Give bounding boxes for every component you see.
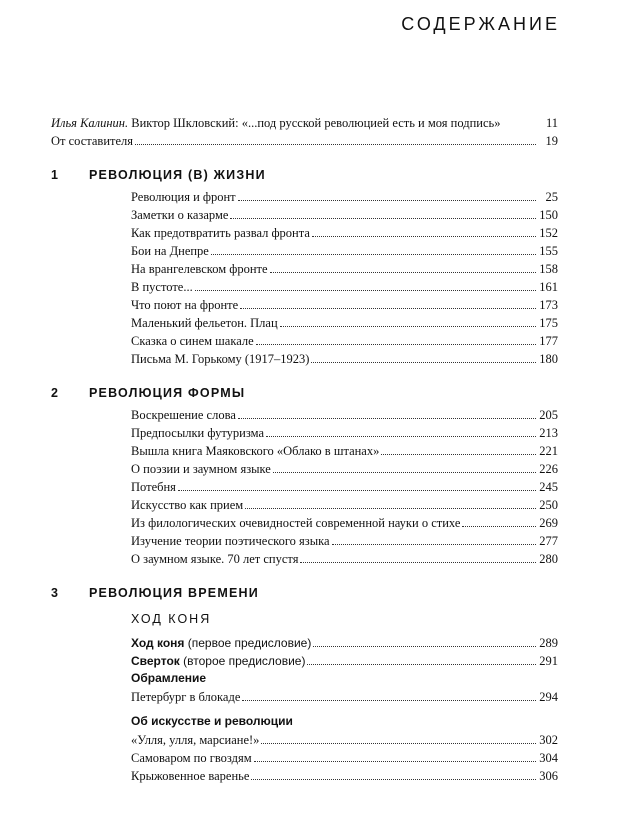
toc-entry-page: 221 (539, 444, 558, 458)
toc-entry[interactable] (131, 550, 558, 568)
toc-entry[interactable] (131, 260, 558, 278)
toc-entry-page: 152 (539, 226, 558, 240)
toc-entry[interactable] (131, 206, 558, 224)
dot-leader (381, 454, 536, 455)
group-heading: Об искусстве и революции (131, 714, 293, 728)
toc-entry-page: 289 (539, 636, 558, 650)
toc-entry[interactable] (131, 634, 558, 652)
toc-entry-page: 277 (539, 534, 558, 548)
toc-entry-page: 306 (539, 769, 558, 783)
toc-entry-label: Искусство как прием (131, 498, 244, 512)
toc-entry-label: Сказка о синем шакале (131, 334, 254, 348)
dot-leader (230, 218, 536, 219)
toc-entry-label: Ход коня (первое предисловие) (131, 636, 312, 650)
toc-entry-label: Маленький фельетон. Плац (131, 316, 278, 330)
dot-leader (135, 144, 536, 145)
dot-leader (332, 544, 536, 545)
dot-leader (280, 326, 536, 327)
toc-entry[interactable] (51, 114, 558, 132)
toc-entry-label: «Улля, улля, марсиане!» (131, 733, 260, 747)
toc-entry[interactable] (131, 424, 558, 442)
dot-leader (256, 344, 536, 345)
toc-entry-page: 150 (539, 208, 558, 222)
group-heading: Обрамление (131, 671, 207, 685)
part-heading (51, 168, 266, 182)
toc-entry-label: Предпосылки футуризма (131, 426, 265, 440)
toc-entry-label: Крыжовенное варенье (131, 769, 250, 783)
toc-entry[interactable] (131, 278, 558, 296)
toc-entry-page: 226 (539, 462, 558, 476)
toc-entry[interactable] (131, 749, 558, 767)
toc-entry[interactable] (131, 188, 558, 206)
dot-leader (313, 646, 536, 647)
dot-leader (273, 472, 536, 473)
toc-entry-page: 180 (539, 352, 558, 366)
toc-entry-label: Революция и фронт (131, 190, 236, 204)
toc-entry-page: 11 (545, 116, 558, 130)
part-number: 1 (51, 168, 58, 182)
toc-entry[interactable] (131, 314, 558, 332)
dot-leader (245, 508, 536, 509)
toc-entry-label: Изучение теории поэтического языка (131, 534, 330, 548)
dot-leader (300, 562, 536, 563)
toc-entry-page: 25 (545, 190, 558, 204)
toc-entry-label: О поэзии и заумном языке (131, 462, 271, 476)
dot-leader (270, 272, 536, 273)
part-number: 3 (51, 586, 58, 600)
dot-leader (211, 254, 536, 255)
toc-entry-label: В пустоте... (131, 280, 193, 294)
dot-leader (242, 700, 536, 701)
toc-entry-page: 173 (539, 298, 558, 312)
toc-entry-page: 19 (545, 134, 558, 148)
toc-entry-page: 175 (539, 316, 558, 330)
toc-entry-page: 250 (539, 498, 558, 512)
toc-entry[interactable] (131, 406, 558, 424)
dot-leader (238, 200, 536, 201)
toc-entry-author: Илья Калинин. (51, 116, 129, 130)
toc-entry[interactable] (131, 442, 558, 460)
part-title: РЕВОЛЮЦИЯ (В) ЖИЗНИ (89, 168, 266, 182)
part-title: РЕВОЛЮЦИЯ ВРЕМЕНИ (89, 586, 259, 600)
toc-entry-page: 245 (539, 480, 558, 494)
toc-entry-page: 294 (539, 690, 558, 704)
dot-leader (312, 236, 536, 237)
toc-entry[interactable] (131, 478, 558, 496)
toc-entry-page: 213 (539, 426, 558, 440)
toc-entry-label: От составителя (51, 134, 134, 148)
dot-leader (254, 761, 536, 762)
toc-entry-page: 205 (539, 408, 558, 422)
dot-leader (251, 779, 536, 780)
toc-entry-label: Письма М. Горькому (1917–1923) (131, 352, 310, 366)
toc-entry-page: 177 (539, 334, 558, 348)
dot-leader (462, 526, 536, 527)
toc-entry-page: 302 (539, 733, 558, 747)
dot-leader (178, 490, 536, 491)
toc-entry-label: Из филологических очевидностей современной науки о стихе (131, 516, 461, 530)
toc-entry-label: Сверток (второе предисловие) (131, 654, 306, 668)
toc-entry-page: 304 (539, 751, 558, 765)
toc-entry[interactable] (131, 731, 558, 749)
dot-leader (266, 436, 536, 437)
part-heading (51, 586, 259, 600)
toc-entry-label: Вышла книга Маяковского «Облако в штанах» (131, 444, 380, 458)
toc-entry[interactable] (131, 224, 558, 242)
dot-leader (261, 743, 536, 744)
part-number: 2 (51, 386, 58, 400)
toc-entry[interactable] (131, 688, 558, 706)
toc-entry-label: Воскрешение слова (131, 408, 236, 422)
toc-entry-label: Что поют на фронте (131, 298, 239, 312)
toc-entry[interactable] (131, 242, 558, 260)
part-title: РЕВОЛЮЦИЯ ФОРМЫ (89, 386, 246, 400)
toc-entry[interactable] (131, 532, 558, 550)
toc-entry-label: На врангелевском фронте (131, 262, 268, 276)
dot-leader (195, 290, 536, 291)
toc-entry-label: Илья Калинин. Виктор Шкловский: «...под русской революцией есть и моя подпись» (51, 116, 501, 130)
toc-entry-label: Заметки о казарме (131, 208, 229, 222)
toc-entry[interactable] (131, 767, 558, 785)
toc-entry-label: Самоваром по гвоздям (131, 751, 252, 765)
toc-entry-page: 280 (539, 552, 558, 566)
section-subtitle: ХОД КОНЯ (131, 612, 212, 626)
toc-entry-page: 161 (539, 280, 558, 294)
toc-entry[interactable] (131, 460, 558, 478)
toc-entry[interactable] (131, 652, 558, 670)
toc-entry-label: Потебня (131, 480, 176, 494)
toc-entry-page: 291 (539, 654, 558, 668)
toc-entry-page: 269 (539, 516, 558, 530)
toc-entry[interactable] (131, 332, 558, 350)
part-heading (51, 386, 245, 400)
dot-leader (240, 308, 536, 309)
toc-entry-label: Как предотвратить развал фронта (131, 226, 310, 240)
toc-entry-label: Петербург в блокаде (131, 690, 241, 704)
dot-leader (311, 362, 536, 363)
page-title: СОДЕРЖАНИЕ (401, 14, 560, 34)
dot-leader (307, 664, 536, 665)
toc-entry[interactable] (131, 350, 558, 368)
toc-entry[interactable] (131, 514, 558, 532)
toc-entry[interactable] (51, 132, 558, 150)
toc-entry-label: Бои на Днепре (131, 244, 209, 258)
toc-entry-page: 158 (539, 262, 558, 276)
toc-entry[interactable] (131, 296, 558, 314)
toc-entry-label: О заумном языке. 70 лет спустя (131, 552, 299, 566)
dot-leader (238, 418, 536, 419)
toc-entry[interactable] (131, 496, 558, 514)
toc-entry-page: 155 (539, 244, 558, 258)
